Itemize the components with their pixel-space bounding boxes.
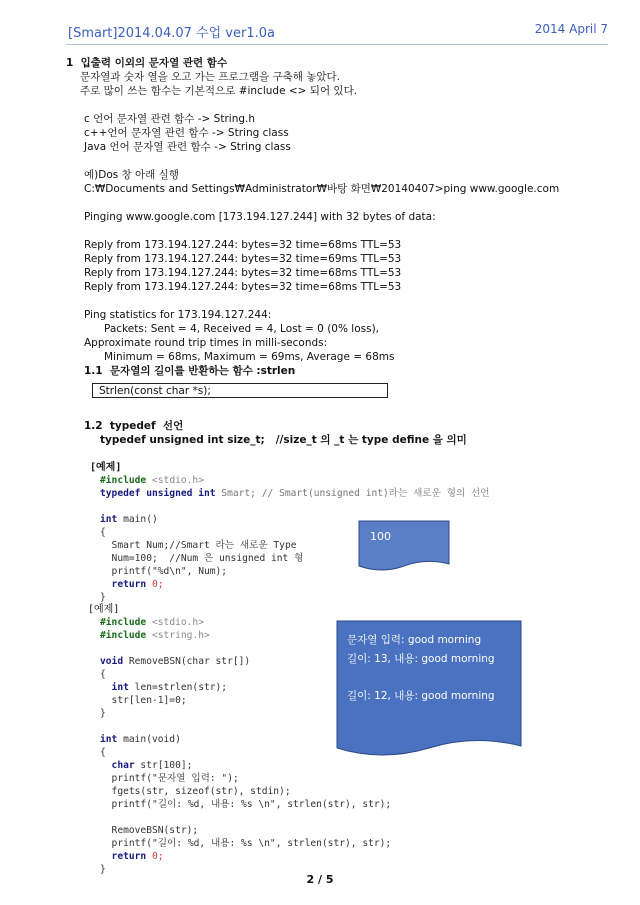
callout-text: 길이: 13, 내용: good morning	[347, 653, 495, 665]
header-title: [Smart]2014.04.07 수업 ver1.0a	[68, 26, 275, 41]
code-token: typedef unsigned int	[100, 488, 216, 499]
code-line	[100, 591, 490, 604]
paragraph-line: Pinging www.google.com [173.194.127.244] with 32 bytes of data:	[84, 211, 436, 223]
code-token: char	[100, 760, 135, 771]
code-text: main()	[117, 514, 158, 525]
stats-line: Packets: Sent = 4, Received = 4, Lost = 0 (0% loss),	[104, 323, 379, 335]
paragraph-line: C:₩Documents and Settings₩Administrator₩바탕 화면₩20140407>ping www.google.com	[84, 183, 560, 195]
code-line	[100, 474, 490, 487]
stats-line: Ping statistics for 173.194.127.244:	[84, 309, 272, 321]
stats-line: Minimum = 68ms, Maximum = 69ms, Average = 68ms	[104, 351, 395, 363]
code-token: #include	[100, 630, 147, 641]
code-token: #include	[100, 475, 147, 486]
code-text: {	[100, 527, 106, 538]
reply-line: Reply from 173.194.127.244: bytes=32 time=68ms TTL=53	[84, 267, 402, 279]
code-line	[100, 811, 391, 824]
code-text: printf("문자열 입력: ");	[100, 773, 239, 784]
code-token: return	[100, 579, 147, 590]
code-token: return	[100, 851, 147, 862]
header-date: 2014 April 7	[534, 22, 608, 36]
code-text: RemoveBSN(str);	[100, 825, 199, 836]
code-line	[100, 785, 391, 798]
code-token: int	[100, 734, 118, 745]
page-number: 2 / 5	[306, 873, 334, 886]
paragraph-line: c 언어 문자열 관련 함수 -> String.h	[84, 113, 256, 125]
code-text: fgets(str, sizeof(str), stdin);	[100, 786, 291, 797]
code-text: <string.h>	[146, 630, 210, 641]
paragraph-line: 문자열과 숫자 열을 오고 가는 프로그램을 구축해 놓았다.	[80, 71, 340, 83]
section-1-heading: 1 입출력 이외의 문자열 관련 함수	[66, 57, 228, 69]
output-callout-2	[336, 620, 522, 764]
reply-line: Reply from 173.194.127.244: bytes=32 time=68ms TTL=53	[84, 239, 402, 251]
paragraph-line: Java 언어 문자열 관련 함수 -> String class	[84, 141, 291, 153]
code-text: }	[100, 864, 106, 875]
code-text: Smart Num;//Smart 라는 새로운 Type	[100, 540, 297, 551]
code-line	[100, 772, 391, 785]
code-token: int	[100, 682, 129, 693]
code-text: str[100];	[134, 760, 193, 771]
code-text: }	[100, 592, 106, 603]
typedef-line: typedef unsigned int size_t; //size_t 의 _t 는 type define 을 의미	[100, 434, 467, 446]
code-text: <stdio.h>	[146, 617, 204, 628]
callout-text: 길이: 12, 내용: good morning	[347, 690, 495, 702]
code-token: int	[100, 514, 118, 525]
example-label: [예제]	[88, 604, 120, 615]
code-line	[100, 578, 490, 591]
code-text: {	[100, 747, 106, 758]
code-token: void	[100, 656, 124, 667]
paragraph-line: 주로 많이 쓰는 함수는 기본적으로 #include <> 되어 있다.	[80, 85, 358, 97]
section-1-1-heading: 1.1 문자열의 길이를 반환하는 함수 :strlen	[84, 365, 296, 377]
code-text: Smart; // Smart(unsigned int)라는 새로운 형의 선언	[215, 488, 490, 499]
reply-line: Reply from 173.194.127.244: bytes=32 time=69ms TTL=53	[84, 253, 402, 265]
paragraph-line: c++언어 문자열 관련 함수 -> String class	[84, 127, 289, 139]
code-text: <stdio.h>	[146, 475, 204, 486]
strlen-signature-box: Strlen(const char *s);	[92, 383, 388, 398]
code-line	[100, 798, 391, 811]
code-line	[100, 824, 391, 837]
code-text: len=strlen(str);	[128, 682, 228, 693]
code-text: RemoveBSN(char str[])	[123, 656, 251, 667]
code-line	[100, 500, 490, 513]
stats-line: Approximate round trip times in milli-seconds:	[84, 337, 328, 349]
paragraph-line: 예)Dos 창 아래 실행	[84, 169, 179, 181]
code-text: printf("길이: %d, 내용: %s \n", strlen(str), str);	[100, 799, 392, 810]
output-callout-1	[358, 520, 450, 574]
code-text: printf("%d\n", Num);	[100, 566, 228, 577]
callout-text: 100	[370, 530, 391, 543]
code-text: printf("길이: %d, 내용: %s \n", strlen(str), str);	[100, 838, 392, 849]
code-line	[100, 850, 391, 863]
section-1-2-heading: 1.2 typedef 선언	[84, 420, 184, 432]
code-text: Num=100; //Num 은 unsigned int 형	[100, 553, 304, 564]
code-text: str[len-1]=0;	[100, 695, 187, 706]
code-line	[100, 487, 490, 500]
code-text: 0;	[146, 579, 164, 590]
code-text: }	[100, 708, 106, 719]
callout-text: 문자열 입력: good morning	[347, 634, 482, 646]
header-divider	[66, 44, 608, 45]
reply-line: Reply from 173.194.127.244: bytes=32 time=68ms TTL=53	[84, 281, 402, 293]
code-text: {	[100, 669, 106, 680]
code-line	[100, 837, 391, 850]
callout-shape	[359, 521, 449, 570]
example-label: [예제]	[90, 462, 122, 473]
code-text: 0;	[146, 851, 164, 862]
code-text: main(void)	[117, 734, 181, 745]
code-token: #include	[100, 617, 147, 628]
